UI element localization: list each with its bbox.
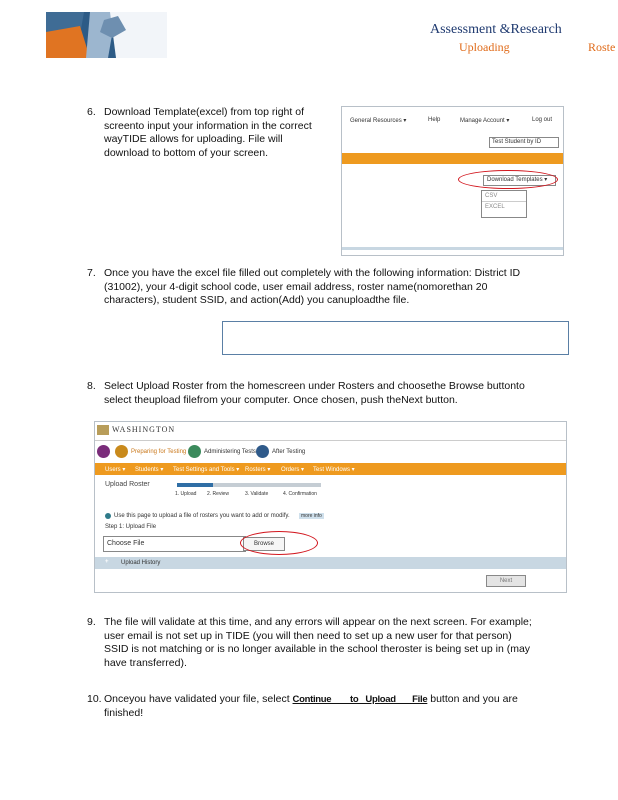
nav-log-out[interactable]: Log out — [532, 117, 553, 123]
upload-history-label: Upload History — [121, 560, 161, 566]
step-1-label: Step 1: Upload File — [105, 524, 157, 530]
step-9-text: The file will validate at this time, and any errors will appear on the next screen. For example; user email is not set up in TIDE (you will then need to set up a new user for that person) SSID is not matching or is no longer available in the school theroster is being set up in (may have transferred). — [104, 616, 532, 669]
info-icon — [105, 513, 111, 519]
step-6-text: Download Template(excel) from top right of screento input your information in the correct wayTIDE allows for uploading. File will download to bottom of your screen. — [104, 106, 312, 159]
progress-track — [177, 483, 321, 487]
plus-icon: + — [105, 559, 109, 565]
tab-administering[interactable]: Administering Tests — [204, 449, 256, 455]
tab-preparing[interactable]: Preparing for Testing — [131, 449, 187, 455]
header-subtitle-right: Roste — [588, 40, 616, 54]
more-info-link[interactable]: more info — [301, 513, 322, 519]
continue-to-upload-file-link: Continue to Upload File — [292, 694, 428, 705]
download-menu — [481, 190, 527, 218]
step-8-number: 8. — [87, 380, 96, 392]
orange-bar — [342, 153, 563, 164]
header-subtitle-left: Uploading — [459, 40, 510, 54]
progress-step-1: 1. Upload — [175, 491, 197, 497]
step-10-text: Onceyou have validated your file, select Continue to Upload File button and you are finished! — [104, 693, 518, 719]
menu-users[interactable]: Users ▾ — [105, 467, 126, 473]
step-7-number: 7. — [87, 267, 96, 279]
menu-students[interactable]: Students ▾ — [135, 467, 164, 473]
screenshot-upload-roster — [94, 421, 567, 593]
progress-step-4: 4. Confirmation — [283, 491, 317, 497]
preparing-icon — [115, 445, 128, 458]
page-title: Upload Roster — [105, 481, 150, 488]
menu-test-settings[interactable]: Test Settings and Tools ▾ — [173, 467, 240, 473]
district-logo — [46, 12, 167, 58]
upload-history-bar[interactable] — [95, 557, 566, 569]
step-9-number: 9. — [87, 616, 96, 628]
menu-test-windows[interactable]: Test Windows ▾ — [313, 467, 355, 473]
option-excel[interactable]: EXCEL — [482, 201, 526, 212]
menu-orders[interactable]: Orders ▾ — [281, 467, 305, 473]
nav-help[interactable]: Help — [428, 117, 441, 123]
progress-step-2: 2. Review — [207, 491, 229, 497]
administering-icon — [188, 445, 201, 458]
tab-after-testing[interactable]: After Testing — [272, 449, 306, 455]
browse-highlight-oval — [240, 531, 318, 555]
highlight-oval — [458, 170, 558, 189]
empty-image-frame — [222, 321, 569, 355]
choose-file-input[interactable]: Choose File — [103, 536, 246, 552]
after-testing-icon — [256, 445, 269, 458]
step-10-number: 10. — [87, 693, 102, 705]
state-seal-icon — [97, 425, 109, 435]
home-icon[interactable] — [97, 445, 110, 458]
step-7-text: Once you have the excel file filled out completely with the following information: District ID (31002), your 4-digit school code, user email address, roster name(nomorethan 20 characters), student SSID, and action(Add) you canuploadthe file. — [104, 267, 521, 306]
search-select[interactable]: Test Student by ID — [489, 137, 559, 148]
next-button[interactable]: Next — [486, 575, 526, 587]
screenshot-download-templates — [341, 106, 564, 256]
header-title: Assessment &Research — [430, 22, 562, 37]
nav-general-resources[interactable]: General Resources ▾ — [350, 118, 407, 124]
download-templates-button[interactable]: Download Templates ▾ — [483, 175, 556, 186]
step-8-text: Select Upload Roster from the homescreen under Rosters and choosethe Browse buttonto select theupload filefrom your computer. Once chosen, push theNext button. — [104, 380, 525, 406]
progress-step-3: 3. Validate — [245, 491, 269, 497]
nav-manage-account[interactable]: Manage Account ▾ — [460, 118, 510, 124]
menu-bar — [95, 463, 566, 475]
info-text: Use this page to upload a file of rosters you want to add or modify. — [114, 513, 290, 519]
browse-button[interactable]: Browse — [243, 537, 285, 551]
menu-rosters[interactable]: Rosters ▾ — [245, 467, 271, 473]
step-6-number: 6. — [87, 106, 96, 118]
bottom-strip — [342, 247, 563, 250]
progress-fill — [177, 483, 213, 487]
option-csv[interactable]: CSV — [485, 193, 498, 199]
brand-text: WASHINGTON — [112, 425, 176, 434]
